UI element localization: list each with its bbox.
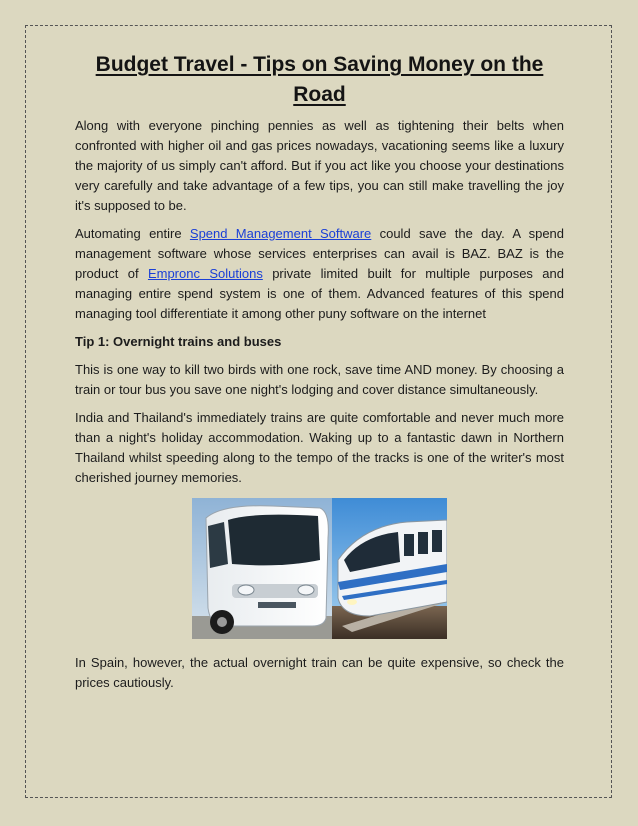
document-body <box>75 50 564 701</box>
spend-management-link[interactable]: Spend Management Software <box>189 226 372 241</box>
paragraph-text: could save the day. A spend management software whose services enterprises can avail is BAZ. BAZ is the product of <box>75 226 565 281</box>
spain-paragraph: In Spain, however, the actual overnight train can be quite expensive, so check the prices cautiously. <box>75 655 564 690</box>
india-thailand-paragraph: India and Thailand's immediately trains are quite comfortable and never much more than a night's holiday accommodation. Waking up to a fantastic dawn in Northern Thailand whilst speeding along to the tempo of the tracks is one of the writer's most cherished journey memories. <box>75 410 564 485</box>
spend-management-paragraph <box>75 224 564 324</box>
intro-paragraph: Along with everyone pinching pennies as well as tightening their belts when confronted with higher oil and gas prices nowadays, vacationing seems like a luxury the majority of us simply can't afford. But if you act like you choose your destinations very carefully and take advantage of a few tips, you can still make travelling the joy it's supposed to be. <box>75 118 564 213</box>
paragraph-text: Automating entire <box>75 226 190 241</box>
document-title: Budget Travel - Tips on Saving Money on the Road <box>95 53 544 106</box>
paragraph-text: private limited built for multiple purposes and managing entire spend system is one of them. Advanced features of this spend managing tool differentiate it among other puny software on the internet <box>75 266 564 321</box>
bus-and-train-photo <box>192 498 447 639</box>
trains-buses-paragraph: This is one way to kill two birds with one rock, save time AND money. By choosing a train or tour bus you save one night's lodging and cover distance simultaneously. <box>75 362 564 397</box>
tip-heading: Tip 1: Overnight trains and buses <box>75 334 282 349</box>
empronc-solutions-link[interactable]: Empronc Solutions <box>147 266 263 281</box>
